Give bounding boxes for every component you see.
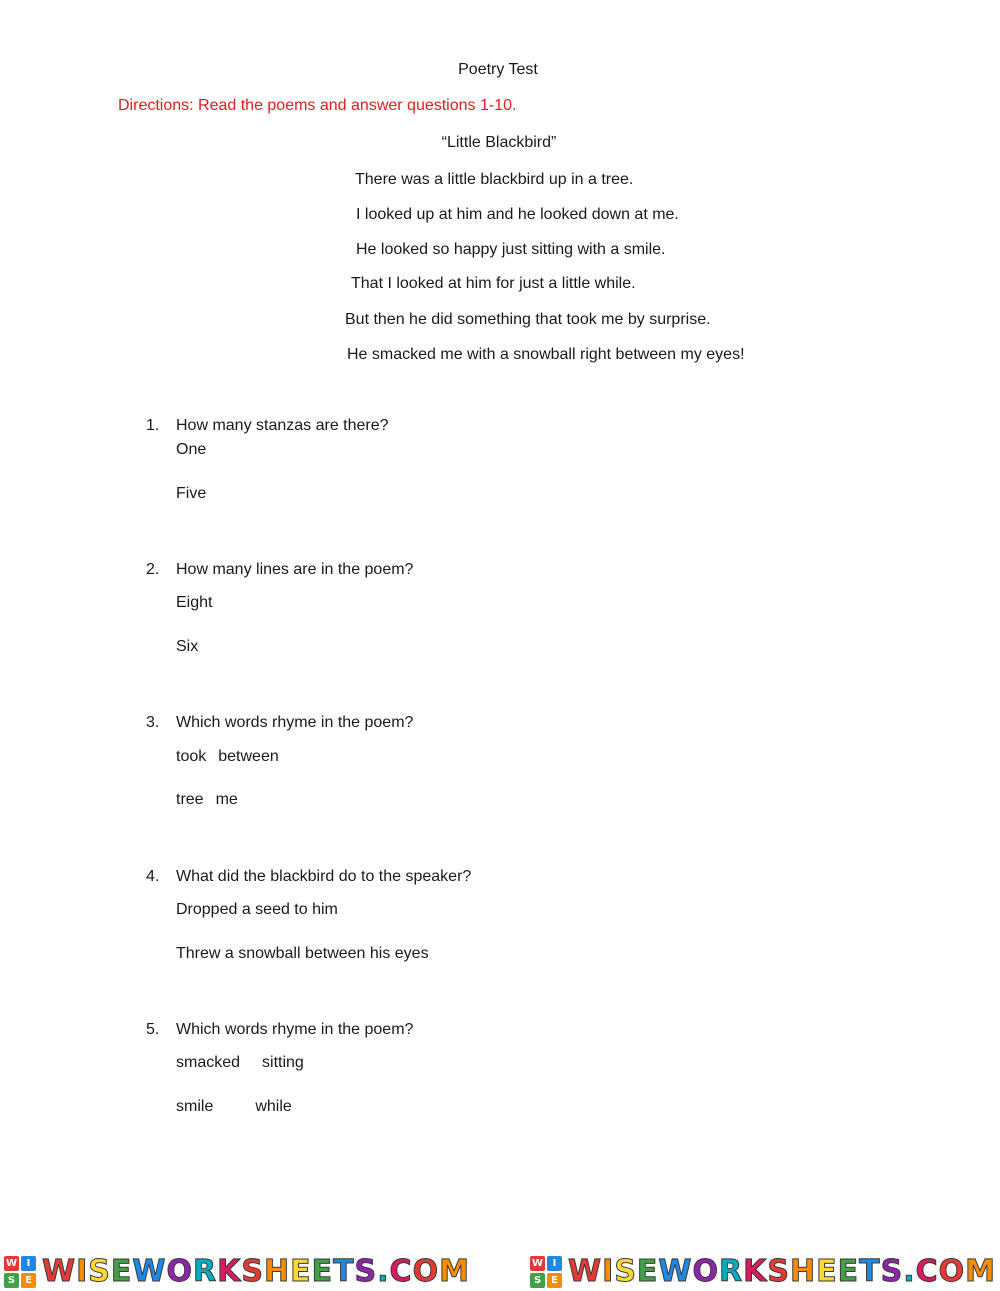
option-word: smacked (176, 1054, 241, 1071)
question-text: How many lines are in the poem? (176, 561, 414, 578)
answer-option[interactable] (176, 790, 238, 810)
answer-option[interactable] (176, 900, 338, 920)
directions-text: Directions: Read the poems and answer questions 1-10. (118, 97, 517, 114)
poem-line: There was a little blackbird up in a tree. (355, 171, 634, 188)
answer-option[interactable] (176, 747, 279, 767)
option-word: smile (176, 1098, 214, 1115)
brand-text: WISEWORKSHEETS.COM (42, 1253, 470, 1289)
option-word: while (255, 1098, 292, 1115)
poem-line: That I looked at him for just a little while. (351, 275, 636, 292)
option-word: me (215, 791, 238, 808)
logo-squares-icon: W I S E (4, 1256, 36, 1288)
option-word: Six (176, 638, 199, 655)
footer-watermark (0, 1252, 1000, 1291)
answer-option[interactable] (176, 944, 429, 964)
question-text: Which words rhyme in the poem? (176, 1021, 414, 1038)
answer-option[interactable] (176, 1053, 304, 1073)
option-word: Eight (176, 594, 213, 611)
option-word: Threw a snowball between his eyes (176, 945, 429, 962)
poem-line: But then he did something that took me by surprise. (345, 311, 711, 328)
question-number: 5. (146, 1021, 160, 1038)
question-number: 2. (146, 561, 160, 578)
poem-title: “Little Blackbird” (441, 134, 557, 151)
option-word: Five (176, 485, 207, 502)
answer-option[interactable] (176, 637, 198, 657)
logo-squares-icon: W I S E (530, 1256, 562, 1288)
question-number: 1. (146, 417, 160, 434)
poem-line: I looked up at him and he looked down at me. (356, 206, 679, 223)
brand-logo (530, 1254, 996, 1290)
page-title: Poetry Test (458, 61, 538, 78)
brand-text: WISEWORKSHEETS.COM (568, 1253, 996, 1289)
question-number: 3. (146, 714, 160, 731)
answer-option[interactable] (176, 440, 206, 460)
answer-option[interactable] (176, 1097, 292, 1117)
option-word: took (176, 748, 207, 765)
answer-option[interactable] (176, 484, 206, 504)
poem-line: He smacked me with a snowball right between my eyes! (347, 346, 745, 363)
answer-option[interactable] (176, 593, 212, 613)
option-word: tree (176, 791, 204, 808)
question-number: 4. (146, 868, 160, 885)
brand-logo (4, 1254, 470, 1290)
question-text: How many stanzas are there? (176, 417, 389, 434)
question-text: Which words rhyme in the poem? (176, 714, 414, 731)
option-word: sitting (262, 1054, 304, 1071)
option-word: Dropped a seed to him (176, 901, 338, 918)
option-word: between (218, 748, 279, 765)
question-text: What did the blackbird do to the speaker? (176, 868, 472, 885)
poem-line: He looked so happy just sitting with a smile. (356, 241, 666, 258)
option-word: One (176, 441, 207, 458)
